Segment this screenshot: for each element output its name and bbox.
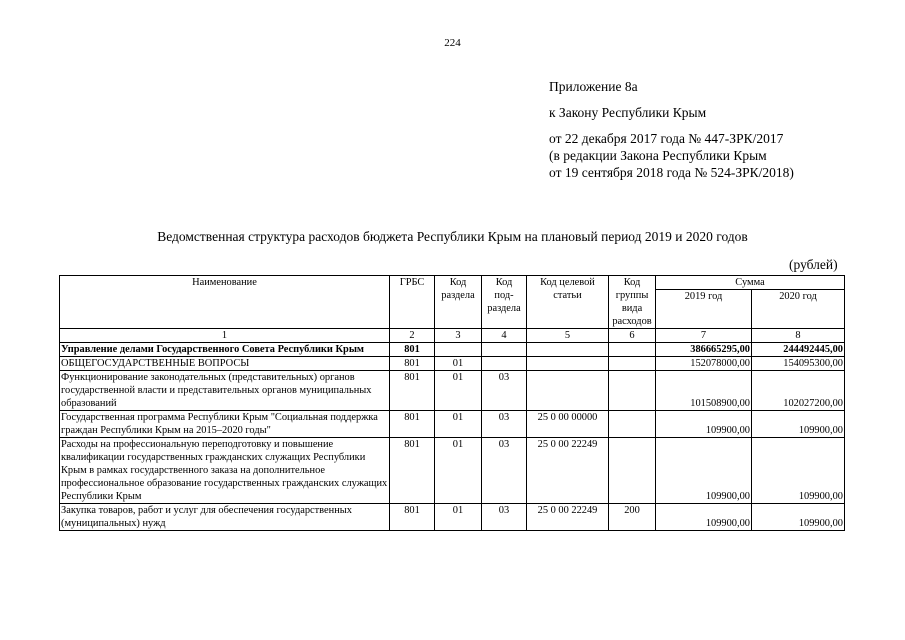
col-num: 2 xyxy=(390,329,435,343)
row-2019: 109900,00 xyxy=(656,411,752,438)
table-row xyxy=(60,504,845,531)
row-grbs: 801 xyxy=(390,504,435,531)
appendix-block xyxy=(549,78,794,181)
row-name: Закупка товаров, работ и услуг для обеспечения государственных (муниципальных) нужд xyxy=(60,504,390,531)
header-kind-l1: Код xyxy=(623,277,641,288)
appendix-edition-1: (в редакции Закона Республики Крым xyxy=(549,148,767,163)
row-kind: 200 xyxy=(609,504,656,531)
row-kind xyxy=(609,343,656,357)
appendix-label: Приложение 8а xyxy=(549,79,638,94)
table-row xyxy=(60,438,845,504)
page-number: 224 xyxy=(444,37,461,49)
row-kind xyxy=(609,438,656,504)
row-grbs: 801 xyxy=(390,438,435,504)
header-subsection-l2: под- xyxy=(494,290,514,301)
row-2020: 102027200,00 xyxy=(752,371,845,411)
col-num: 1 xyxy=(60,329,390,343)
header-kind-l2: группы xyxy=(615,290,649,301)
row-target xyxy=(527,371,609,411)
header-section-l1: Код xyxy=(449,277,467,288)
table-row xyxy=(60,357,845,371)
col-num: 8 xyxy=(752,329,845,343)
row-2020: 109900,00 xyxy=(752,438,845,504)
row-target: 25 0 00 22249 xyxy=(527,438,609,504)
appendix-edition-2: от 19 сентября 2018 года № 524-ЗРК/2018) xyxy=(549,165,794,180)
row-name: Управление делами Государственного Совета Республики Крым xyxy=(60,343,390,357)
units-label: (рублей) xyxy=(789,257,838,272)
col-num: 3 xyxy=(435,329,482,343)
row-kind xyxy=(609,357,656,371)
row-target xyxy=(527,357,609,371)
row-section: 01 xyxy=(435,357,482,371)
header-subsection-l1: Код xyxy=(495,277,513,288)
header-section-l2: раздела xyxy=(441,290,475,301)
row-section: 01 xyxy=(435,438,482,504)
header-target-l1: Код целевой xyxy=(540,277,595,288)
header-kind-l4: расходов xyxy=(612,316,652,327)
expenditure-table xyxy=(59,275,845,531)
document-title: Ведомственная структура расходов бюджета Республики Крым на плановый период 2019 и 2020 годов xyxy=(157,229,748,244)
col-num: 7 xyxy=(656,329,752,343)
row-subsection xyxy=(482,357,527,371)
header-subsection-l3: раздела xyxy=(487,303,521,314)
row-grbs: 801 xyxy=(390,411,435,438)
row-name: Функционирование законодательных (представительных) органов государственной власти и представительных органов муниципальных образований xyxy=(60,371,390,411)
header-name: Наименование xyxy=(60,276,390,329)
row-subsection: 03 xyxy=(482,504,527,531)
row-2020: 244492445,00 xyxy=(752,343,845,357)
header-sum: Сумма xyxy=(656,276,845,290)
row-2020: 109900,00 xyxy=(752,411,845,438)
row-2019: 101508900,00 xyxy=(656,371,752,411)
row-2019: 386665295,00 xyxy=(656,343,752,357)
row-grbs: 801 xyxy=(390,371,435,411)
table-row xyxy=(60,371,845,411)
row-kind xyxy=(609,411,656,438)
row-2020: 109900,00 xyxy=(752,504,845,531)
row-target: 25 0 00 22249 xyxy=(527,504,609,531)
row-subsection: 03 xyxy=(482,438,527,504)
row-name: Расходы на профессиональную переподготовку и повышение квалификации государственных гражданских служащих Республики Крым в рамках государственного заказа на дополнительное профессиональное образование государственных гражданских служащих Республики Крым xyxy=(60,438,390,504)
row-name: ОБЩЕГОСУДАРСТВЕННЫЕ ВОПРОСЫ xyxy=(60,357,390,371)
row-section: 01 xyxy=(435,504,482,531)
row-2019: 109900,00 xyxy=(656,504,752,531)
row-kind xyxy=(609,371,656,411)
appendix-date: от 22 декабря 2017 года № 447-ЗРК/2017 xyxy=(549,131,784,146)
col-num: 5 xyxy=(527,329,609,343)
row-grbs: 801 xyxy=(390,343,435,357)
row-2019: 152078000,00 xyxy=(656,357,752,371)
table-row xyxy=(60,411,845,438)
row-target: 25 0 00 00000 xyxy=(527,411,609,438)
header-subsection xyxy=(482,276,527,329)
row-section: 01 xyxy=(435,371,482,411)
column-number-row xyxy=(60,329,845,343)
header-2020: 2020 год xyxy=(752,290,845,329)
header-target-l2: статьи xyxy=(553,290,582,301)
appendix-law: к Закону Республики Крым xyxy=(549,105,707,120)
row-subsection xyxy=(482,343,527,357)
row-subsection: 03 xyxy=(482,371,527,411)
row-grbs: 801 xyxy=(390,357,435,371)
row-2020: 154095300,00 xyxy=(752,357,845,371)
header-kind-l3: вида xyxy=(621,303,643,314)
row-subsection: 03 xyxy=(482,411,527,438)
table-row xyxy=(60,343,845,357)
row-target xyxy=(527,343,609,357)
row-section xyxy=(435,343,482,357)
header-target xyxy=(527,276,609,329)
row-2019: 109900,00 xyxy=(656,438,752,504)
row-name: Государственная программа Республики Крым "Социальная поддержка граждан Республики Крым на 2015–2020 годы" xyxy=(60,411,390,438)
col-num: 6 xyxy=(609,329,656,343)
row-section: 01 xyxy=(435,411,482,438)
header-grbs: ГРБС xyxy=(390,276,435,329)
header-2019: 2019 год xyxy=(656,290,752,329)
header-kind xyxy=(609,276,656,329)
col-num: 4 xyxy=(482,329,527,343)
header-section xyxy=(435,276,482,329)
